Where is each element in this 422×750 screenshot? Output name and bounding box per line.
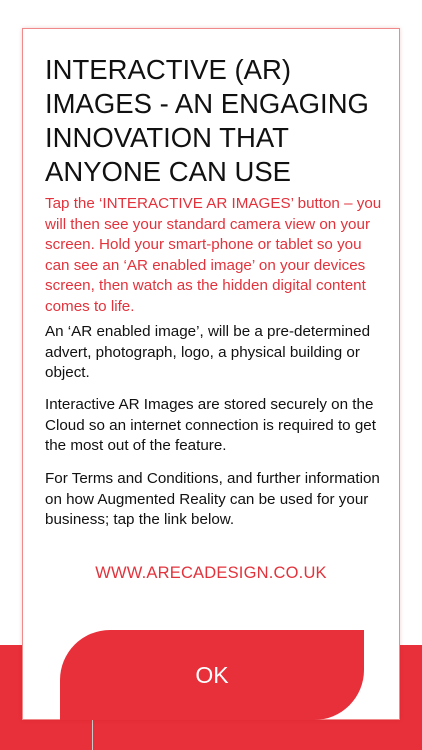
- cloud-storage-note: Interactive AR Images are stored securely on the Cloud so an internet connection is required to get the most out of the feature.: [45, 396, 376, 454]
- website-link[interactable]: WWW.ARECADESIGN.CO.UK: [95, 564, 327, 582]
- instructions-text: Tap the ‘INTERACTIVE AR IMAGES’ button – you will then see your standard camera view on your screen. Hold your smart-phone or tablet so you can see an ‘AR enabled image’ on your devices screen, then watch as the hidden digital content comes to life.: [45, 195, 382, 315]
- ar-info-dialog: [22, 28, 400, 720]
- dialog-title: INTERACTIVE (AR) IMAGES - AN ENGAGING INNOVATION THAT ANYONE CAN USE: [45, 54, 369, 187]
- terms-info-text: For Terms and Conditions, and further information on how Augmented Reality can be used for your business; tap the link below.: [45, 470, 380, 528]
- ok-button[interactable]: OK: [60, 630, 364, 720]
- ar-image-description: An ‘AR enabled image’, will be a pre-determined advert, photograph, logo, a physical building or object.: [45, 323, 371, 381]
